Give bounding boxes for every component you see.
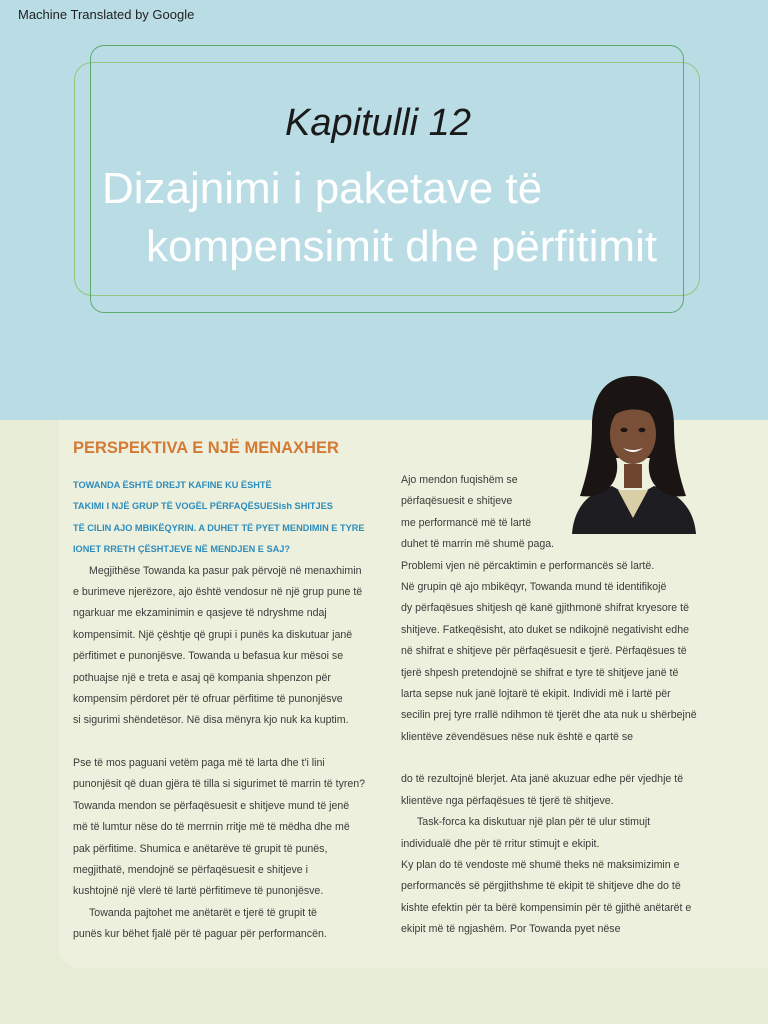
- text-line: Në grupin që ajo mbikëqyr, Towanda mund të identifikojë: [401, 581, 667, 594]
- text-line: megjithatë, mendojnë se përfaqësuesit e shitjeve i: [73, 863, 308, 876]
- text-line: duhet të marrin më shumë paga.: [401, 538, 555, 551]
- text-line: Ajo mendon fuqishëm se: [401, 474, 518, 486]
- section-heading: PERSPEKTIVA E NJË MENAXHER: [73, 439, 339, 457]
- text-line: pothuajse një e treta e asaj që kompania shpenzon për: [73, 671, 331, 684]
- paragraph: [401, 769, 701, 812]
- text-line: klientëve nga përfaqësues të tjerë të shitjeve.: [401, 794, 614, 807]
- paragraph: [401, 855, 701, 941]
- text-line: punonjësit që duan gjëra të tilla si sigurimet të marrin të tyren?: [73, 778, 366, 791]
- left-column: [73, 475, 378, 946]
- text-line: individualë dhe për të rritur stimujt e ekipit.: [401, 837, 600, 850]
- text-line: Ky plan do të vendoste më shumë theks në maksimizimin e: [401, 858, 680, 871]
- text-line: larta sepse nuk janë lojtarë të ekipit. Individi më i lartë për: [401, 688, 671, 701]
- text-line: Problemi vjen në përcaktimin e performancës së lartë.: [401, 559, 655, 572]
- chapter-title-line2: kompensimit dhe përfitimit: [146, 222, 658, 271]
- text-line: ekipit më të ngjashëm. Por Towanda pyet nëse: [401, 923, 621, 936]
- lead-line: TOWANDA ËSHTË DREJT KAFINE KU ËSHTË: [73, 480, 272, 490]
- text-line: kompensim përdoret për të ofruar përfitime të punonjësve: [73, 693, 343, 706]
- text-line: kompensimit. Një çështje që grupi i punës ka diskutuar janë: [73, 628, 353, 641]
- text-line: më të lumtur nëse do të merrnin rritje më të mëdha dhe më: [73, 821, 350, 834]
- text-line: përfitimet e punonjësve. Towanda u befasua kur mësoi se: [73, 650, 344, 663]
- text-line: klientëve zëvendësues nëse nuk është e qartë se: [401, 730, 634, 743]
- text-line: shitjeve. Fatkeqësisht, ato duket se ndikojnë negativisht edhe: [401, 623, 689, 636]
- text-line: Megjithëse Towanda ka pasur pak përvojë në menaxhimin: [89, 564, 362, 577]
- paragraph: [401, 470, 701, 748]
- text-line: Towanda mendon se përfaqësuesit e shitjeve mund të jenë: [73, 799, 350, 812]
- paragraph: [73, 753, 378, 903]
- text-line: e burimeve njerëzore, ajo është vendosur në një grup pune të: [73, 586, 363, 599]
- text-line: ngarkuar me ekzaminimin e qasjeve të ndryshme ndaj: [73, 607, 327, 620]
- lead-line: TAKIMI I NJË GRUP TË VOGËL PËRFAQËSUESish SHITJES: [73, 501, 333, 512]
- chapter-title-line1: Dizajnimi i paketave të: [102, 164, 543, 213]
- text-line: tjerë shpesh pretendojnë se shifrat e tyre të shitjeve janë të: [401, 666, 679, 679]
- text-line: do të rezultojnë blerjet. Ata janë akuzuar edhe për vjedhje të: [401, 773, 684, 786]
- text-line: punës kur bëhet fjalë për të paguar për performancën.: [73, 928, 327, 941]
- text-line: Towanda pajtohet me anëtarët e tjerë të grupit të: [89, 906, 317, 919]
- text-line: përfaqësuesit e shitjeve: [401, 495, 513, 508]
- paragraph: [73, 561, 378, 732]
- text-line: secilin prej tyre rrallë ndihmon të tjerët dhe ata nuk u shërbejnë: [401, 709, 697, 722]
- paragraph: [73, 903, 378, 946]
- text-line: në shifrat e shitjeve për përfaqësuesit e tjerë. Përfaqësues të: [401, 645, 687, 658]
- paragraph: [401, 812, 701, 855]
- text-line: kushtojnë një vlerë të lartë përfitimeve të punonjësve.: [73, 885, 324, 898]
- text-line: dy përfaqësues shitjesh që kanë gjithmonë shifrat kryesore të: [401, 602, 689, 615]
- text-line: kishte efektin për ta bërë kompensimin për të gjithë anëtarët e: [401, 901, 692, 914]
- text-line: Task-forca ka diskutuar një plan për të ulur stimujt: [417, 816, 651, 829]
- chapter-label: Kapitulli 12: [285, 102, 471, 144]
- machine-translation-label: Machine Translated by Google: [18, 7, 195, 22]
- right-column: [401, 470, 701, 941]
- lead-paragraph: [73, 475, 378, 561]
- text-line: Pse të mos paguani vetëm paga më të larta dhe t'i lini: [73, 756, 325, 769]
- lead-line: TË CILIN AJO MBIKËQYRIN. A DUHET TË PYET MENDIMIN E TYRE: [73, 522, 365, 533]
- text-line: performancës së përgjithshme të ekipit të shitjeve dhe do të: [401, 880, 681, 893]
- lead-line: IONET RRETH ÇËSHTJEVE NË MENDJEN E SAJ?: [73, 544, 290, 555]
- text-line: me performancë më të lartë: [401, 516, 532, 529]
- text-line: si sigurimi shëndetësor. Në disa mënyra kjo nuk ka kuptim.: [73, 714, 349, 727]
- text-line: pak përfitime. Shumica e anëtarëve të grupit të punës,: [73, 842, 328, 855]
